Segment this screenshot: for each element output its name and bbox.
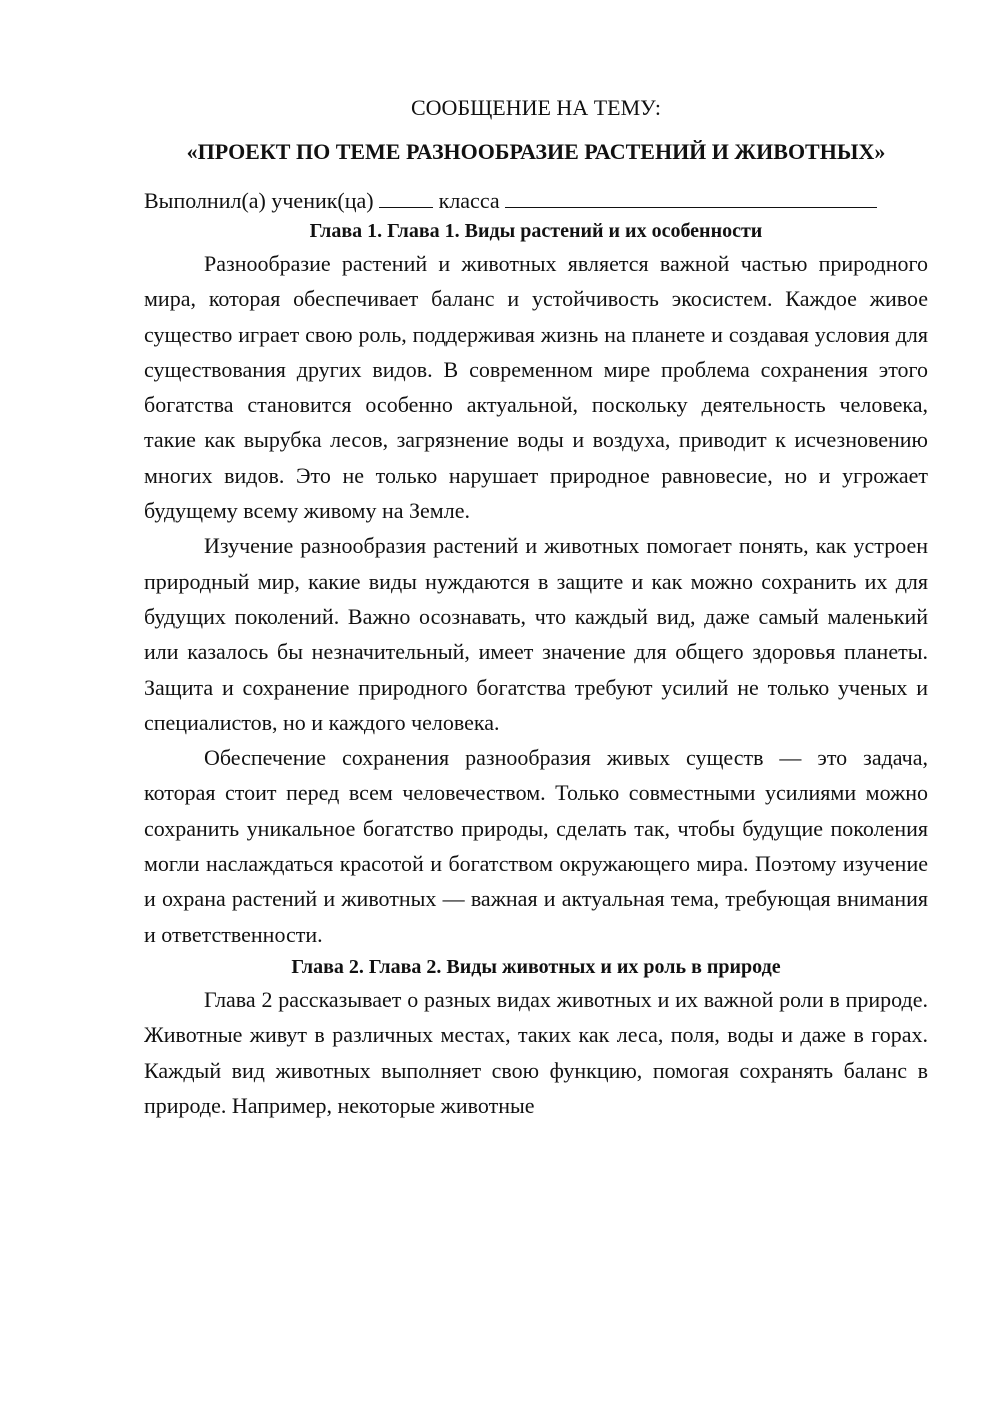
author-line (144, 186, 928, 216)
author-prefix: Выполнил(а) ученик(ца) (144, 188, 374, 213)
class-number-blank (379, 187, 433, 208)
chapter-2-paragraph: Глава 2 рассказывает о разных видах животных и их важной роли в природе. Животные живут в различных местах, таких как леса, поля, воды и даже в горах. Каждый вид животных выполняет свою функцию, помогая сохранять баланс в природе. Например, некоторые животные (144, 986, 928, 1118)
class-label: класса (438, 188, 500, 213)
student-name-blank (505, 187, 877, 208)
chapter-2-heading: Глава 2. Глава 2. Виды животных и их роль в природе (291, 955, 781, 978)
chapter-1-paragraph: Изучение разнообразия растений и животных помогает понять, как устроен природный мир, какие виды нуждаются в защите и как можно сохранить их для будущих поколений. Важно осознавать, что каждый вид, даже самый маленький или казалось бы незначительный, имеет значение для общего здоровья планеты. Защита и сохранение природного богатства требуют усилий не только ученых и специалистов, но и каждого человека. (144, 533, 928, 735)
chapter-1-paragraph: Разнообразие растений и животных является важной частью природного мира, которая обеспечивает баланс и устойчивость экосистем. Каждое живое существо играет свою роль, поддерживая жизнь на планете и создавая условия для существования других видов. В современном мире проблема сохранения этого богатства становится особенно актуальной, поскольку деятельность человека, такие как вырубка лесов, загрязнение воды и воздуха, приводит к исчезновению многих видов. Это не только нарушает природное равновесие, но и угрожает будущему всему живому на Земле. (144, 251, 928, 524)
chapter-1-paragraph: Обеспечение сохранения разнообразия живых существ — это задача, которая стоит перед всем человечеством. Только совместными усилиями можно сохранить уникальное богатство природы, сделать так, чтобы будущие поколения могли наслаждаться красотой и богатством окружающего мира. Поэтому изучение и охрана растений и животных — важная и актуальная тема, требующая внимания и ответственности. (144, 745, 928, 947)
chapter-1-heading: Глава 1. Глава 1. Виды растений и их особенности (309, 220, 763, 242)
document-header: СООБЩЕНИЕ НА ТЕМУ: (411, 95, 661, 120)
document-title: «ПРОЕКТ ПО ТЕМЕ РАЗНООБРАЗИЕ РАСТЕНИЙ И ЖИВОТНЫХ» (186, 139, 886, 164)
document-page (144, 90, 928, 1123)
